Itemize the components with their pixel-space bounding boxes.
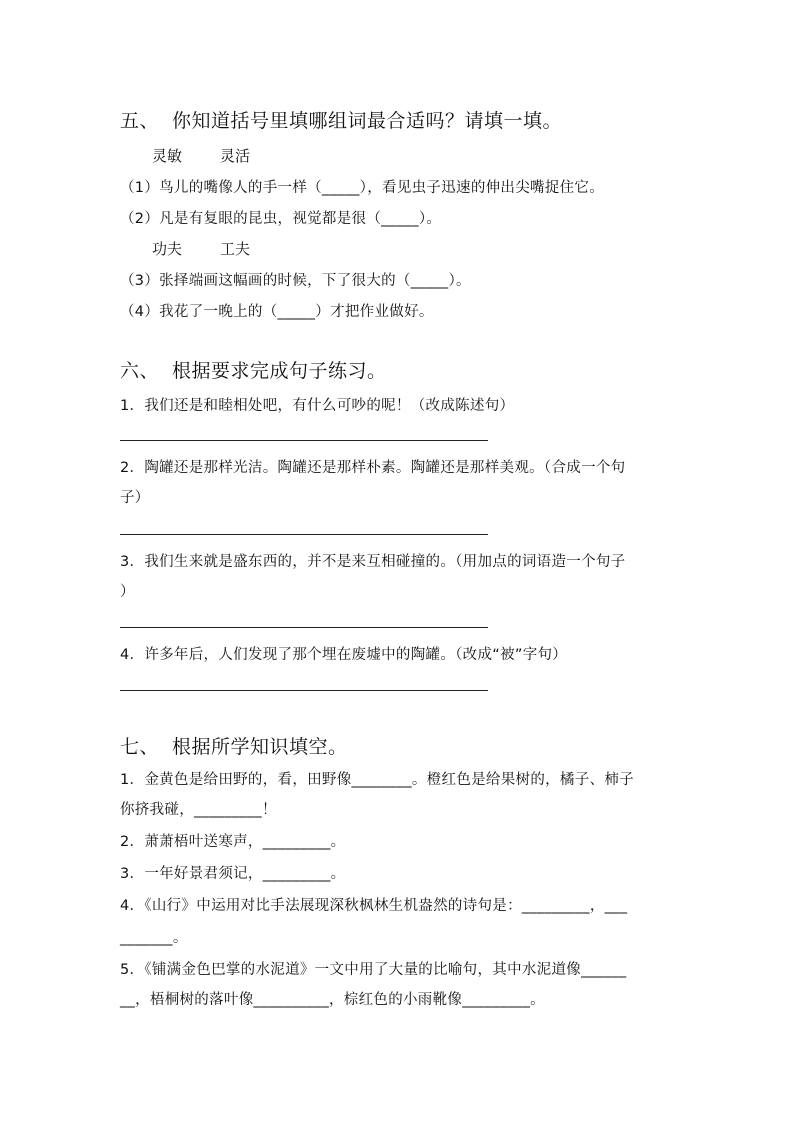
section-5-number: 五、 [120, 110, 160, 132]
section-7-heading [120, 732, 348, 759]
question-5-3: （3）张择端画这幅画的时候，下了很大的（_____）。 [120, 273, 471, 289]
section-6-number: 六、 [120, 360, 160, 382]
answer-line[interactable] [120, 534, 488, 535]
question-7-4-line-2: _______。 [120, 930, 188, 946]
question-7-5-line-1: 5．《铺满金色巴掌的水泥道》一文中用了大量的比喻句，其中水泥道像______ [120, 962, 627, 978]
section-5-title: 你知道括号里填哪组词最合适吗？请填一填。 [172, 110, 563, 132]
word-choice: 工夫 [220, 240, 251, 258]
question-6-4: 4．许多年后，人们发现了那个埋在废墟中的陶罐。（改成“被”字句） [120, 647, 568, 663]
word-choice-group-1 [152, 145, 250, 166]
question-7-5-line-2: __，梧桐树的落叶像__________，棕红色的小雨靴像_________。 [120, 992, 545, 1008]
question-6-2-line-2: 子） [120, 490, 150, 506]
question-6-2-line-1: 2．陶罐还是那样光洁。陶罐还是那样朴素。陶罐还是那样美观。（合成一个句 [120, 460, 626, 476]
question-7-2: 2．萧萧梧叶送寒声，_________。 [120, 834, 346, 850]
word-choice: 灵敏 [152, 147, 183, 165]
question-7-3: 3．一年好景君须记，_________。 [120, 866, 346, 882]
question-6-3-line-1: 3．我们生来就是盛东西的，并不是来互相碰撞的。（用加点的词语造一个句子 [120, 554, 626, 570]
question-7-1-line-2: 你挤我碰，_________！ [120, 802, 277, 818]
section-7-number: 七、 [120, 736, 160, 758]
question-7-1-line-1: 1．金黄色是给田野的，看，田野像________。橙红色是给果树的，橘子、柿子 [120, 772, 634, 788]
answer-line[interactable] [120, 690, 488, 691]
section-6-heading [120, 356, 387, 383]
question-5-4: （4）我花了一晚上的（_____）才把作业做好。 [120, 304, 434, 320]
answer-line[interactable] [120, 627, 488, 628]
answer-line[interactable] [120, 440, 488, 441]
word-choice-group-2 [152, 238, 250, 259]
question-5-1: （1）鸟儿的嘴像人的手一样（_____），看见虫子迅速的伸出尖嘴捉住它。 [120, 180, 605, 196]
section-5-heading [120, 106, 562, 133]
word-choice: 灵活 [220, 147, 251, 165]
question-7-4-line-1: 4．《山行》中运用对比手法展现深秋枫林生机盎然的诗句是：_________，___ [120, 898, 628, 914]
question-6-1: 1．我们还是和睦相处吧，有什么可吵的呢！（改成陈述句） [120, 398, 515, 414]
section-6-title: 根据要求完成句子练习。 [172, 360, 387, 382]
question-5-2: （2）凡是有复眼的昆虫，视觉都是很（_____）。 [120, 211, 442, 227]
word-choice: 功夫 [152, 240, 183, 258]
question-6-3-line-2: ） [120, 584, 135, 600]
section-7-title: 根据所学知识填空。 [172, 736, 348, 758]
